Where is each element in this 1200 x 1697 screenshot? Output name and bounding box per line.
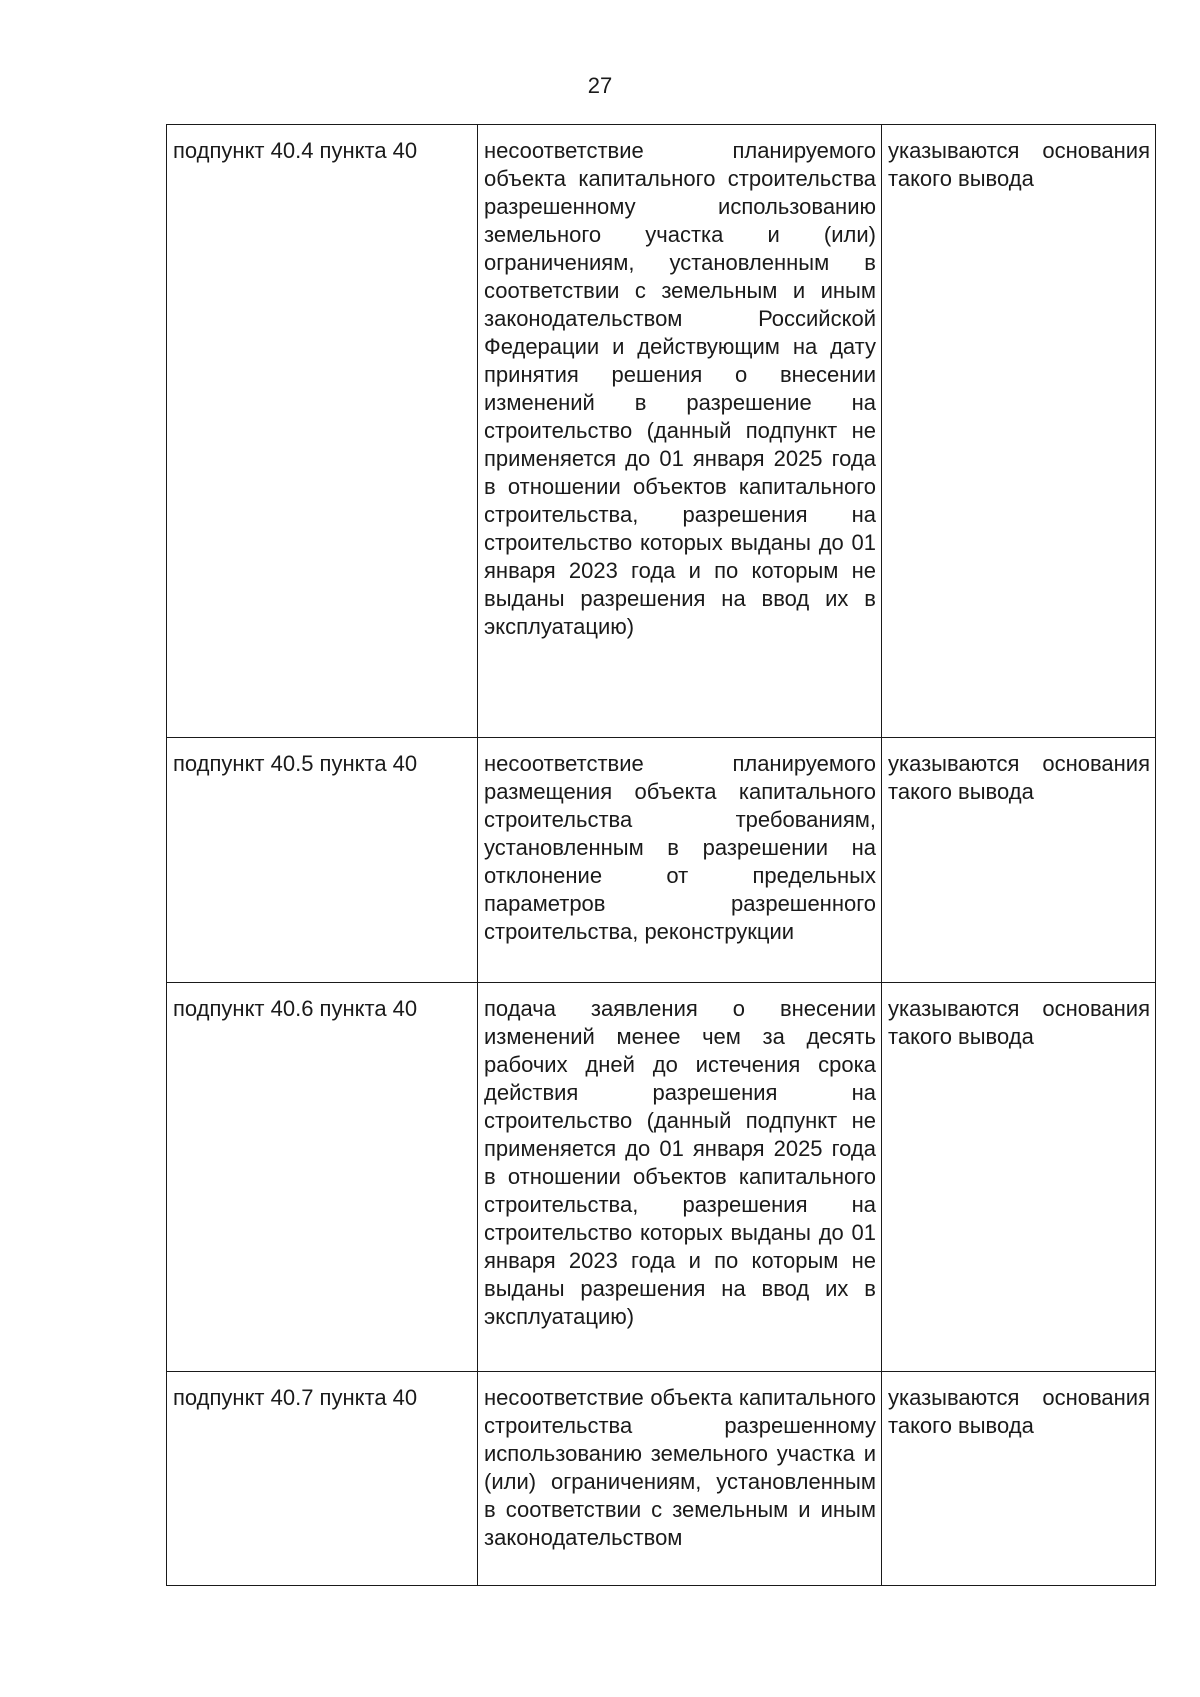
note-cell: указываются основания такого вывода: [882, 738, 1156, 983]
reason-cell: подача заявления о внесении изменений менее чем за десять рабочих дней до истечения срока действия разрешения на строительство (данный подпункт не применяется до 01 января 2025 года в отношении объектов капитального строительства, разрешения на строительство которых выданы до 01 января 2023 года и по которым не выданы разрешения на ввод их в эксплуатацию): [478, 983, 882, 1372]
table-row: [167, 738, 1156, 983]
reference-cell: подпункт 40.5 пункта 40: [167, 738, 478, 983]
table-row: [167, 1372, 1156, 1586]
page-number: 27: [587, 73, 613, 98]
reason-cell: несоответствие планируемого размещения объекта капитального строительства требованиям, установленным в разрешении на отклонение от предельных параметров разрешенного строительства, реконструкции: [478, 738, 882, 983]
reference-cell: подпункт 40.7 пункта 40: [167, 1372, 478, 1586]
reason-cell: несоответствие планируемого объекта капитального строительства разрешенному использованию земельного участка и (или) ограничениям, установленным в соответствии с земельным и иным законодательством Российской Федерации и действующим на дату принятия решения о внесении изменений в разрешение на строительство (данный подпункт не применяется до 01 января 2025 года в отношении объектов капитального строительства, разрешения на строительство которых выданы до 01 января 2023 года и по которым не выданы разрешения на ввод их в эксплуатацию): [478, 125, 882, 738]
note-cell: указываются основания такого вывода: [882, 983, 1156, 1372]
note-cell: указываются основания такого вывода: [882, 1372, 1156, 1586]
grounds-table: [166, 124, 1156, 1586]
reference-cell: подпункт 40.4 пункта 40: [167, 125, 478, 738]
reason-cell: несоответствие объекта капитального строительства разрешенному использованию земельного участка и (или) ограничениям, установленным в соответствии с земельным и иным законодательством: [478, 1372, 882, 1586]
note-cell: указываются основания такого вывода: [882, 125, 1156, 738]
table-row: [167, 125, 1156, 738]
reference-cell: подпункт 40.6 пункта 40: [167, 983, 478, 1372]
table-row: [167, 983, 1156, 1372]
